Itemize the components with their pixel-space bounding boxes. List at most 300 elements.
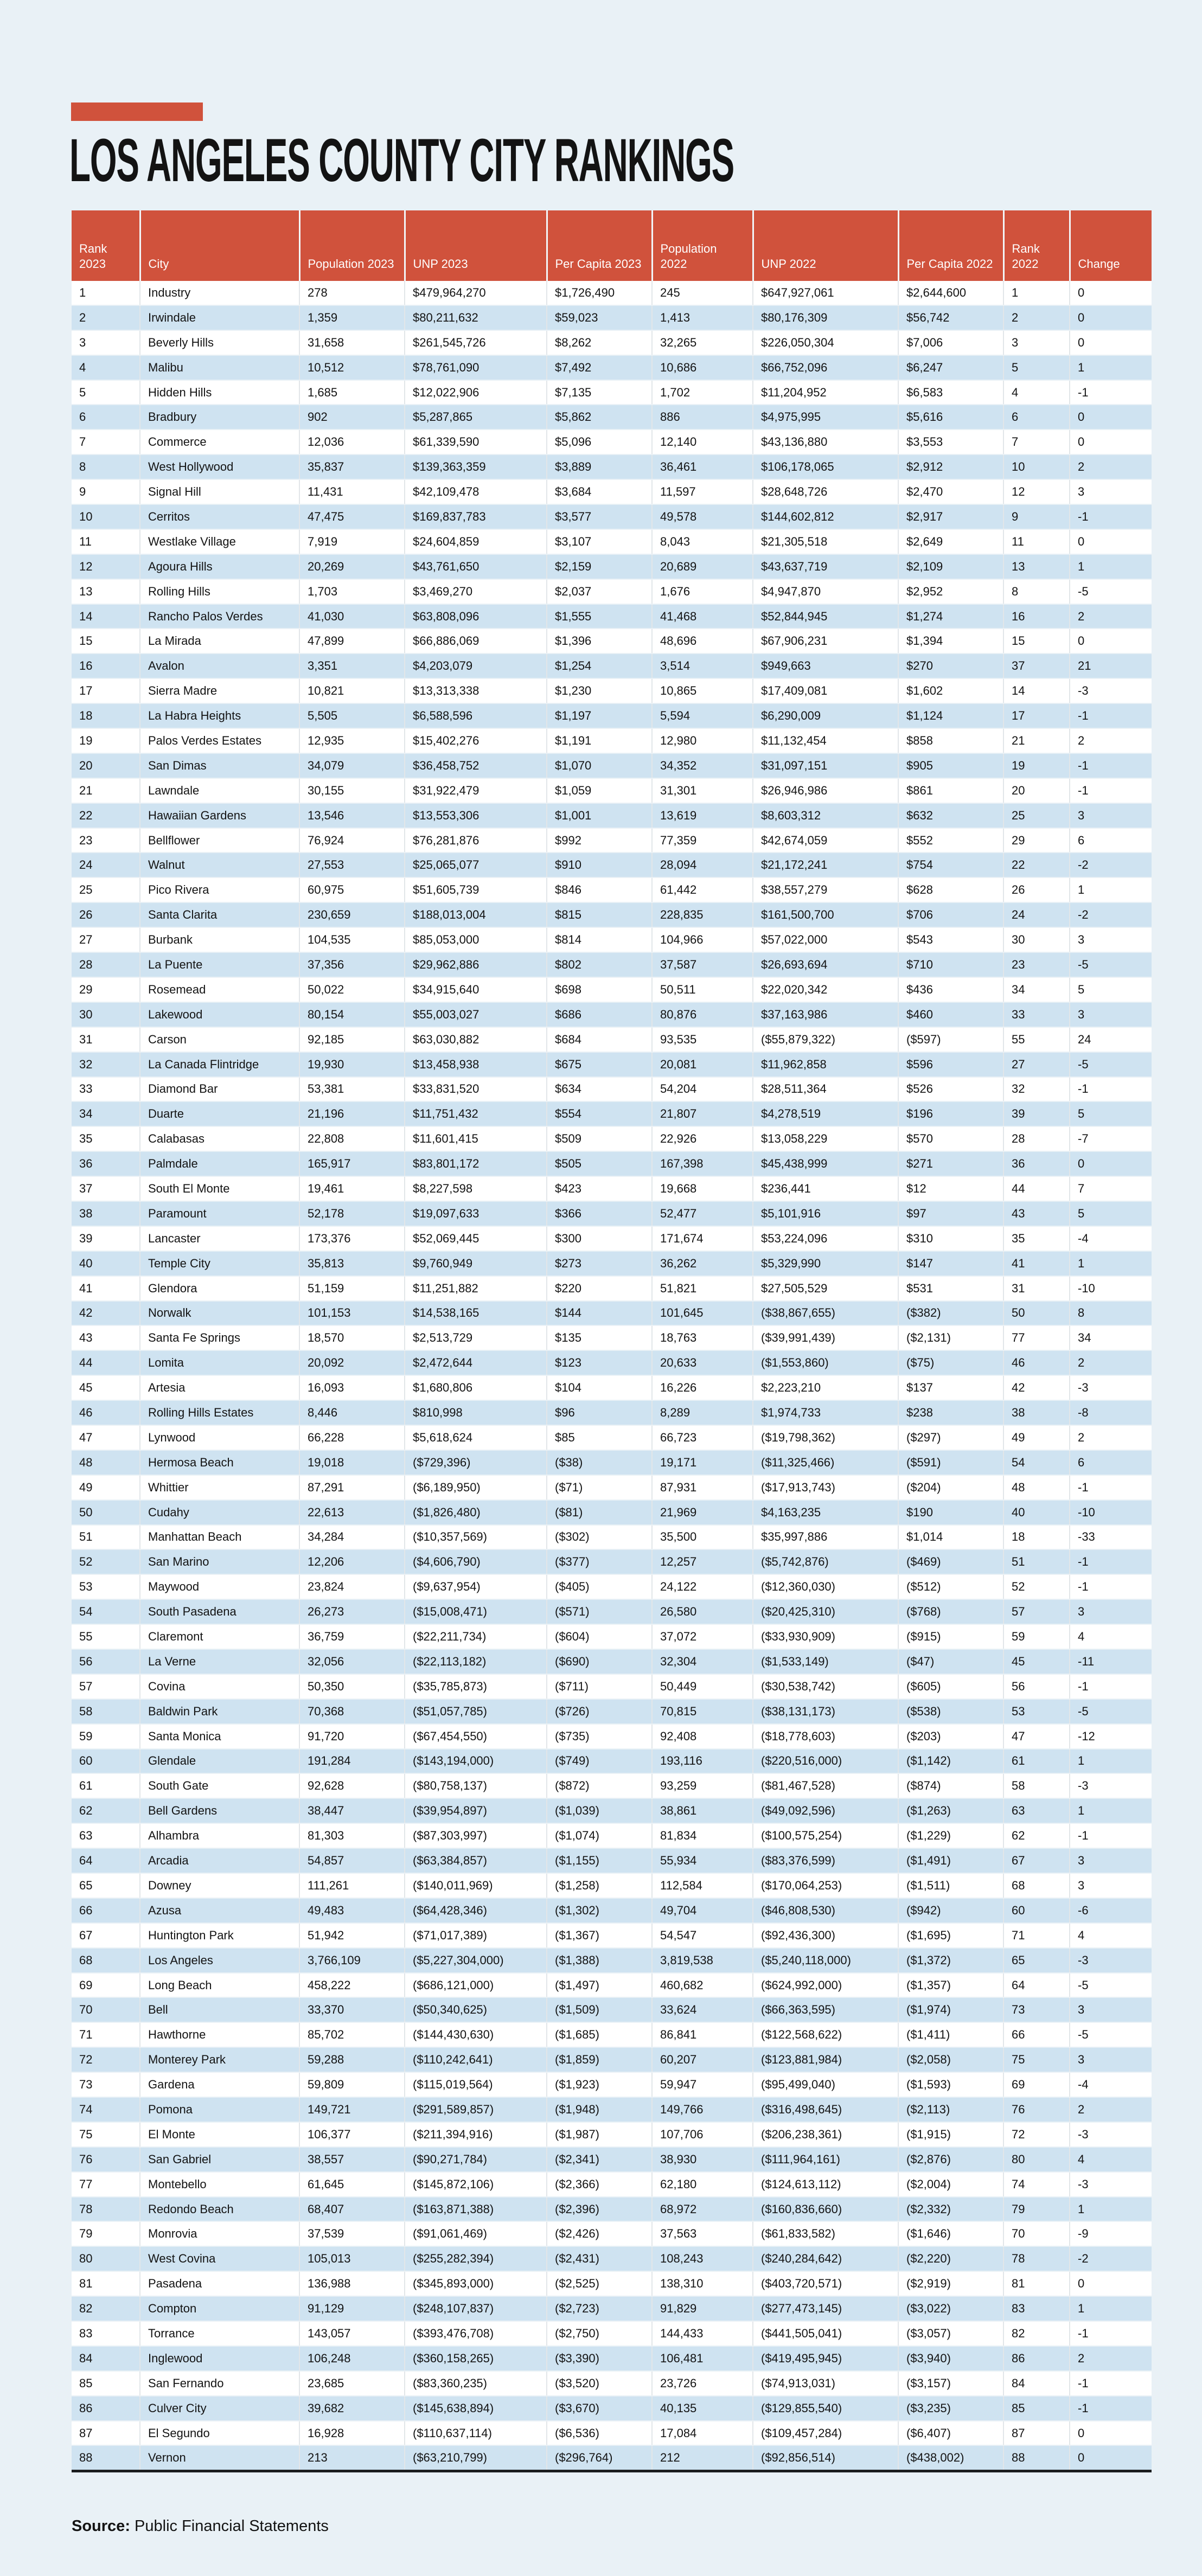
population-2022: 54,204 xyxy=(652,1077,753,1102)
rank-2022: 4 xyxy=(1003,380,1070,405)
per-capita-2022: ($2,876) xyxy=(898,2147,1003,2172)
city: Artesia xyxy=(140,1375,299,1400)
unp-2023: $6,588,596 xyxy=(405,703,547,728)
unp-2022: ($170,064,253) xyxy=(753,1873,898,1898)
rank-2022: 10 xyxy=(1003,454,1070,479)
rank-2022: 18 xyxy=(1003,1525,1070,1550)
rank-2022: 7 xyxy=(1003,430,1070,454)
table-row xyxy=(72,1375,1152,1400)
unp-2023: ($291,589,857) xyxy=(405,2097,547,2122)
table-row xyxy=(72,952,1152,977)
change: -5 xyxy=(1070,1052,1152,1077)
per-capita-2023: $2,037 xyxy=(547,579,652,604)
city: West Covina xyxy=(140,2246,299,2271)
rank-2023: 88 xyxy=(72,2445,140,2471)
change: 3 xyxy=(1070,1848,1152,1873)
population-2022: 93,259 xyxy=(652,1773,753,1798)
population-2023: 10,512 xyxy=(299,355,405,380)
rank-2022: 68 xyxy=(1003,1873,1070,1898)
population-2023: 101,153 xyxy=(299,1301,405,1326)
unp-2023: $43,761,650 xyxy=(405,554,547,579)
per-capita-2023: $2,159 xyxy=(547,554,652,579)
unp-2023: $261,545,726 xyxy=(405,330,547,355)
unp-2023: $76,281,876 xyxy=(405,828,547,853)
population-2023: 36,759 xyxy=(299,1624,405,1649)
unp-2023: $29,962,886 xyxy=(405,952,547,977)
rank-2023: 26 xyxy=(72,902,140,927)
table-row xyxy=(72,703,1152,728)
unp-2023: $810,998 xyxy=(405,1400,547,1425)
rank-2023: 46 xyxy=(72,1400,140,1425)
unp-2023: ($15,008,471) xyxy=(405,1599,547,1624)
population-2022: 106,481 xyxy=(652,2346,753,2371)
change: 3 xyxy=(1070,479,1152,504)
rank-2022: 69 xyxy=(1003,2072,1070,2097)
rank-2023: 5 xyxy=(72,380,140,405)
rank-2022: 78 xyxy=(1003,2246,1070,2271)
city: Malibu xyxy=(140,355,299,380)
unp-2023: $1,680,806 xyxy=(405,1375,547,1400)
change: 1 xyxy=(1070,1798,1152,1823)
table-row xyxy=(72,2346,1152,2371)
per-capita-2023: ($1,258) xyxy=(547,1873,652,1898)
rank-2022: 80 xyxy=(1003,2147,1070,2172)
unp-2023: ($9,637,954) xyxy=(405,1574,547,1599)
per-capita-2022: ($1,915) xyxy=(898,2122,1003,2147)
city: Pasadena xyxy=(140,2271,299,2296)
rank-2023: 10 xyxy=(72,504,140,529)
population-2023: 91,129 xyxy=(299,2296,405,2321)
population-2022: 10,865 xyxy=(652,678,753,703)
population-2023: 149,721 xyxy=(299,2097,405,2122)
population-2022: 60,207 xyxy=(652,2047,753,2072)
unp-2022: ($83,376,599) xyxy=(753,1848,898,1873)
table-row xyxy=(72,853,1152,877)
rank-2022: 77 xyxy=(1003,1325,1070,1350)
unp-2022: $1,974,733 xyxy=(753,1400,898,1425)
rank-2023: 51 xyxy=(72,1525,140,1550)
rank-2022: 11 xyxy=(1003,529,1070,554)
city: Westlake Village xyxy=(140,529,299,554)
rank-2022: 58 xyxy=(1003,1773,1070,1798)
per-capita-2023: ($71) xyxy=(547,1475,652,1500)
change: 2 xyxy=(1070,728,1152,753)
city: Sierra Madre xyxy=(140,678,299,703)
population-2022: 41,468 xyxy=(652,604,753,629)
unp-2022: $27,505,529 xyxy=(753,1276,898,1301)
population-2023: 3,351 xyxy=(299,653,405,678)
population-2022: 193,116 xyxy=(652,1749,753,1774)
unp-2022: ($33,930,909) xyxy=(753,1624,898,1649)
population-2022: 138,310 xyxy=(652,2271,753,2296)
population-2023: 12,935 xyxy=(299,728,405,753)
table-row xyxy=(72,1624,1152,1649)
per-capita-2023: $698 xyxy=(547,977,652,1002)
unp-2022: ($30,538,742) xyxy=(753,1674,898,1699)
population-2022: 77,359 xyxy=(652,828,753,853)
change: 3 xyxy=(1070,1873,1152,1898)
population-2023: 47,899 xyxy=(299,629,405,653)
population-2022: 144,433 xyxy=(652,2321,753,2346)
population-2023: 81,303 xyxy=(299,1823,405,1848)
unp-2023: $42,109,478 xyxy=(405,479,547,504)
population-2023: 16,928 xyxy=(299,2421,405,2446)
per-capita-2023: ($1,367) xyxy=(547,1923,652,1948)
rank-2023: 40 xyxy=(72,1251,140,1276)
city: Monrovia xyxy=(140,2221,299,2246)
population-2022: 66,723 xyxy=(652,1425,753,1450)
population-2022: 5,594 xyxy=(652,703,753,728)
unp-2022: ($12,360,030) xyxy=(753,1574,898,1599)
unp-2022: ($81,467,528) xyxy=(753,1773,898,1798)
per-capita-2023: ($749) xyxy=(547,1749,652,1774)
population-2022: 8,043 xyxy=(652,529,753,554)
city: Rancho Palos Verdes xyxy=(140,604,299,629)
unp-2022: ($18,778,603) xyxy=(753,1724,898,1749)
population-2023: 51,942 xyxy=(299,1923,405,1948)
population-2023: 106,377 xyxy=(299,2122,405,2147)
per-capita-2023: ($1,987) xyxy=(547,2122,652,2147)
rank-2022: 8 xyxy=(1003,579,1070,604)
per-capita-2022: $5,616 xyxy=(898,405,1003,430)
unp-2022: $38,557,279 xyxy=(753,877,898,902)
per-capita-2022: ($2,220) xyxy=(898,2246,1003,2271)
per-capita-2022: $632 xyxy=(898,803,1003,828)
table-row xyxy=(72,305,1152,330)
population-2023: 92,185 xyxy=(299,1027,405,1052)
column-header-population-2022: Population 2022 xyxy=(652,210,753,281)
population-2022: 20,689 xyxy=(652,554,753,579)
change: -1 xyxy=(1070,1823,1152,1848)
per-capita-2022: $2,917 xyxy=(898,504,1003,529)
population-2022: 50,511 xyxy=(652,977,753,1002)
per-capita-2022: ($2,113) xyxy=(898,2097,1003,2122)
per-capita-2023: ($1,039) xyxy=(547,1798,652,1823)
population-2023: 37,356 xyxy=(299,952,405,977)
per-capita-2022: ($591) xyxy=(898,1450,1003,1475)
change: 0 xyxy=(1070,529,1152,554)
population-2023: 165,917 xyxy=(299,1151,405,1176)
rank-2022: 57 xyxy=(1003,1599,1070,1624)
unp-2022: $4,163,235 xyxy=(753,1500,898,1525)
rank-2022: 3 xyxy=(1003,330,1070,355)
per-capita-2022: $1,394 xyxy=(898,629,1003,653)
population-2023: 16,093 xyxy=(299,1375,405,1400)
rank-2023: 57 xyxy=(72,1674,140,1699)
population-2023: 278 xyxy=(299,281,405,305)
population-2023: 10,821 xyxy=(299,678,405,703)
per-capita-2023: ($1,497) xyxy=(547,1973,652,1998)
unp-2022: $28,648,726 xyxy=(753,479,898,504)
change: 0 xyxy=(1070,2271,1152,2296)
rank-2022: 38 xyxy=(1003,1400,1070,1425)
change: 5 xyxy=(1070,1101,1152,1126)
rank-2023: 41 xyxy=(72,1276,140,1301)
unp-2022: ($17,913,743) xyxy=(753,1475,898,1500)
unp-2022: $26,946,986 xyxy=(753,778,898,803)
rank-2022: 17 xyxy=(1003,703,1070,728)
population-2023: 68,407 xyxy=(299,2197,405,2222)
population-2022: 149,766 xyxy=(652,2097,753,2122)
city: Cerritos xyxy=(140,504,299,529)
rank-2023: 30 xyxy=(72,1002,140,1027)
per-capita-2022: $97 xyxy=(898,1201,1003,1226)
unp-2022: $67,906,231 xyxy=(753,629,898,653)
unp-2022: ($240,284,642) xyxy=(753,2246,898,2271)
rank-2022: 70 xyxy=(1003,2221,1070,2246)
header-row xyxy=(72,210,1152,281)
change: -10 xyxy=(1070,1276,1152,1301)
per-capita-2022: $552 xyxy=(898,828,1003,853)
population-2023: 19,461 xyxy=(299,1176,405,1201)
rank-2022: 73 xyxy=(1003,1997,1070,2022)
city: South Gate xyxy=(140,1773,299,1798)
unp-2023: ($22,113,182) xyxy=(405,1649,547,1674)
city: San Dimas xyxy=(140,753,299,778)
per-capita-2023: ($2,431) xyxy=(547,2246,652,2271)
city: San Fernando xyxy=(140,2371,299,2396)
city: Duarte xyxy=(140,1101,299,1126)
rank-2022: 59 xyxy=(1003,1624,1070,1649)
change: 24 xyxy=(1070,1027,1152,1052)
unp-2022: ($11,325,466) xyxy=(753,1450,898,1475)
city: Santa Monica xyxy=(140,1724,299,1749)
rank-2022: 47 xyxy=(1003,1724,1070,1749)
column-header-unp-2023: UNP 2023 xyxy=(405,210,547,281)
per-capita-2022: $436 xyxy=(898,977,1003,1002)
table-row xyxy=(72,1027,1152,1052)
rank-2023: 72 xyxy=(72,2047,140,2072)
population-2022: 171,674 xyxy=(652,1226,753,1251)
population-2022: 26,580 xyxy=(652,1599,753,1624)
population-2022: 167,398 xyxy=(652,1151,753,1176)
rank-2023: 28 xyxy=(72,952,140,977)
unp-2022: $17,409,081 xyxy=(753,678,898,703)
unp-2023: ($67,454,550) xyxy=(405,1724,547,1749)
per-capita-2023: ($377) xyxy=(547,1549,652,1574)
table-row xyxy=(72,728,1152,753)
table-row xyxy=(72,629,1152,653)
per-capita-2022: ($1,593) xyxy=(898,2072,1003,2097)
unp-2022: $11,132,454 xyxy=(753,728,898,753)
unp-2023: $61,339,590 xyxy=(405,430,547,454)
change: -7 xyxy=(1070,1126,1152,1151)
population-2022: 37,072 xyxy=(652,1624,753,1649)
population-2023: 3,766,109 xyxy=(299,1948,405,1973)
unp-2023: $2,513,729 xyxy=(405,1325,547,1350)
per-capita-2022: $710 xyxy=(898,952,1003,977)
unp-2022: ($277,473,145) xyxy=(753,2296,898,2321)
column-header-per-capita-2023: Per Capita 2023 xyxy=(547,210,652,281)
rank-2023: 21 xyxy=(72,778,140,803)
rank-2022: 27 xyxy=(1003,1052,1070,1077)
population-2023: 27,553 xyxy=(299,853,405,877)
change: -6 xyxy=(1070,1898,1152,1923)
per-capita-2023: $3,889 xyxy=(547,454,652,479)
change: 2 xyxy=(1070,454,1152,479)
rank-2022: 86 xyxy=(1003,2346,1070,2371)
population-2023: 66,228 xyxy=(299,1425,405,1450)
unp-2022: ($38,867,655) xyxy=(753,1301,898,1326)
population-2022: 32,265 xyxy=(652,330,753,355)
population-2022: 104,966 xyxy=(652,927,753,952)
source-note xyxy=(72,2517,329,2535)
population-2023: 19,930 xyxy=(299,1052,405,1077)
per-capita-2022: $543 xyxy=(898,927,1003,952)
rank-2022: 49 xyxy=(1003,1425,1070,1450)
table-row xyxy=(72,1425,1152,1450)
population-2023: 105,013 xyxy=(299,2246,405,2271)
change: 21 xyxy=(1070,653,1152,678)
population-2022: 52,477 xyxy=(652,1201,753,1226)
population-2023: 80,154 xyxy=(299,1002,405,1027)
table-row xyxy=(72,1948,1152,1973)
rank-2022: 40 xyxy=(1003,1500,1070,1525)
unp-2023: ($91,061,469) xyxy=(405,2221,547,2246)
change: 1 xyxy=(1070,1251,1152,1276)
rank-2022: 20 xyxy=(1003,778,1070,803)
change: 6 xyxy=(1070,828,1152,853)
unp-2022: ($61,833,582) xyxy=(753,2221,898,2246)
city: Hawthorne xyxy=(140,2022,299,2047)
city: Rolling Hills xyxy=(140,579,299,604)
city: Bell Gardens xyxy=(140,1798,299,1823)
population-2022: 12,140 xyxy=(652,430,753,454)
change: 5 xyxy=(1070,1201,1152,1226)
population-2022: 108,243 xyxy=(652,2246,753,2271)
table-body xyxy=(72,281,1152,2471)
unp-2022: $42,674,059 xyxy=(753,828,898,853)
change: -3 xyxy=(1070,2122,1152,2147)
unp-2023: $11,251,882 xyxy=(405,1276,547,1301)
per-capita-2022: ($1,142) xyxy=(898,1749,1003,1774)
population-2023: 12,206 xyxy=(299,1549,405,1574)
rank-2022: 48 xyxy=(1003,1475,1070,1500)
population-2022: 19,668 xyxy=(652,1176,753,1201)
change: -2 xyxy=(1070,853,1152,877)
per-capita-2022: $905 xyxy=(898,753,1003,778)
city: Monterey Park xyxy=(140,2047,299,2072)
change: -1 xyxy=(1070,1674,1152,1699)
population-2023: 38,447 xyxy=(299,1798,405,1823)
population-2022: 107,706 xyxy=(652,2122,753,2147)
unp-2022: $80,176,309 xyxy=(753,305,898,330)
per-capita-2023: ($2,750) xyxy=(547,2321,652,2346)
per-capita-2023: $3,107 xyxy=(547,529,652,554)
rank-2023: 36 xyxy=(72,1151,140,1176)
population-2022: 3,514 xyxy=(652,653,753,678)
change: 1 xyxy=(1070,1749,1152,1774)
rank-2023: 29 xyxy=(72,977,140,1002)
per-capita-2022: $861 xyxy=(898,778,1003,803)
rank-2022: 9 xyxy=(1003,504,1070,529)
city: Alhambra xyxy=(140,1823,299,1848)
unp-2023: ($360,158,265) xyxy=(405,2346,547,2371)
per-capita-2023: ($6,536) xyxy=(547,2421,652,2446)
population-2023: 458,222 xyxy=(299,1973,405,1998)
change: 3 xyxy=(1070,1002,1152,1027)
per-capita-2023: $634 xyxy=(547,1077,652,1102)
unp-2022: $11,962,858 xyxy=(753,1052,898,1077)
per-capita-2023: $5,096 xyxy=(547,430,652,454)
population-2022: 87,931 xyxy=(652,1475,753,1500)
unp-2022: ($5,742,876) xyxy=(753,1549,898,1574)
unp-2023: $188,013,004 xyxy=(405,902,547,927)
rank-2022: 79 xyxy=(1003,2197,1070,2222)
per-capita-2023: ($1,509) xyxy=(547,1997,652,2022)
population-2023: 39,682 xyxy=(299,2396,405,2421)
unp-2023: $66,886,069 xyxy=(405,629,547,653)
per-capita-2023: $1,726,490 xyxy=(547,281,652,305)
change: 34 xyxy=(1070,1325,1152,1350)
city: Calabasas xyxy=(140,1126,299,1151)
unp-2022: $5,329,990 xyxy=(753,1251,898,1276)
rank-2022: 75 xyxy=(1003,2047,1070,2072)
per-capita-2022: ($512) xyxy=(898,1574,1003,1599)
rank-2022: 39 xyxy=(1003,1101,1070,1126)
per-capita-2023: $910 xyxy=(547,853,652,877)
rank-2023: 14 xyxy=(72,604,140,629)
rank-2023: 12 xyxy=(72,554,140,579)
table-row xyxy=(72,405,1152,430)
rank-2023: 17 xyxy=(72,678,140,703)
city: South Pasadena xyxy=(140,1599,299,1624)
rank-2022: 13 xyxy=(1003,554,1070,579)
unp-2023: $15,402,276 xyxy=(405,728,547,753)
unp-2022: ($122,568,622) xyxy=(753,2022,898,2047)
rank-2023: 52 xyxy=(72,1549,140,1574)
change: 0 xyxy=(1070,629,1152,653)
population-2022: 20,633 xyxy=(652,1350,753,1375)
change: 8 xyxy=(1070,1301,1152,1326)
per-capita-2023: $273 xyxy=(547,1251,652,1276)
unp-2022: $43,637,719 xyxy=(753,554,898,579)
rank-2022: 36 xyxy=(1003,1151,1070,1176)
rank-2022: 30 xyxy=(1003,927,1070,952)
per-capita-2022: $7,006 xyxy=(898,330,1003,355)
per-capita-2022: ($1,646) xyxy=(898,2221,1003,2246)
rank-2022: 23 xyxy=(1003,952,1070,977)
accent-bar xyxy=(71,102,203,121)
table-row xyxy=(72,2122,1152,2147)
unp-2023: ($50,340,625) xyxy=(405,1997,547,2022)
per-capita-2022: ($1,411) xyxy=(898,2022,1003,2047)
per-capita-2022: $190 xyxy=(898,1500,1003,1525)
population-2023: 41,030 xyxy=(299,604,405,629)
rank-2023: 9 xyxy=(72,479,140,504)
unp-2023: $55,003,027 xyxy=(405,1002,547,1027)
per-capita-2023: $684 xyxy=(547,1027,652,1052)
per-capita-2023: ($3,390) xyxy=(547,2346,652,2371)
change: -33 xyxy=(1070,1525,1152,1550)
rank-2023: 77 xyxy=(72,2172,140,2197)
population-2023: 230,659 xyxy=(299,902,405,927)
rank-2023: 50 xyxy=(72,1500,140,1525)
city: Azusa xyxy=(140,1898,299,1923)
change: 6 xyxy=(1070,1450,1152,1475)
population-2023: 902 xyxy=(299,405,405,430)
per-capita-2022: ($2,004) xyxy=(898,2172,1003,2197)
per-capita-2023: $104 xyxy=(547,1375,652,1400)
unp-2023: ($90,271,784) xyxy=(405,2147,547,2172)
per-capita-2022: ($3,022) xyxy=(898,2296,1003,2321)
unp-2023: $19,097,633 xyxy=(405,1201,547,1226)
rank-2023: 69 xyxy=(72,1973,140,1998)
city: Baldwin Park xyxy=(140,1699,299,1724)
per-capita-2022: $596 xyxy=(898,1052,1003,1077)
change: -1 xyxy=(1070,2371,1152,2396)
population-2023: 32,056 xyxy=(299,1649,405,1674)
